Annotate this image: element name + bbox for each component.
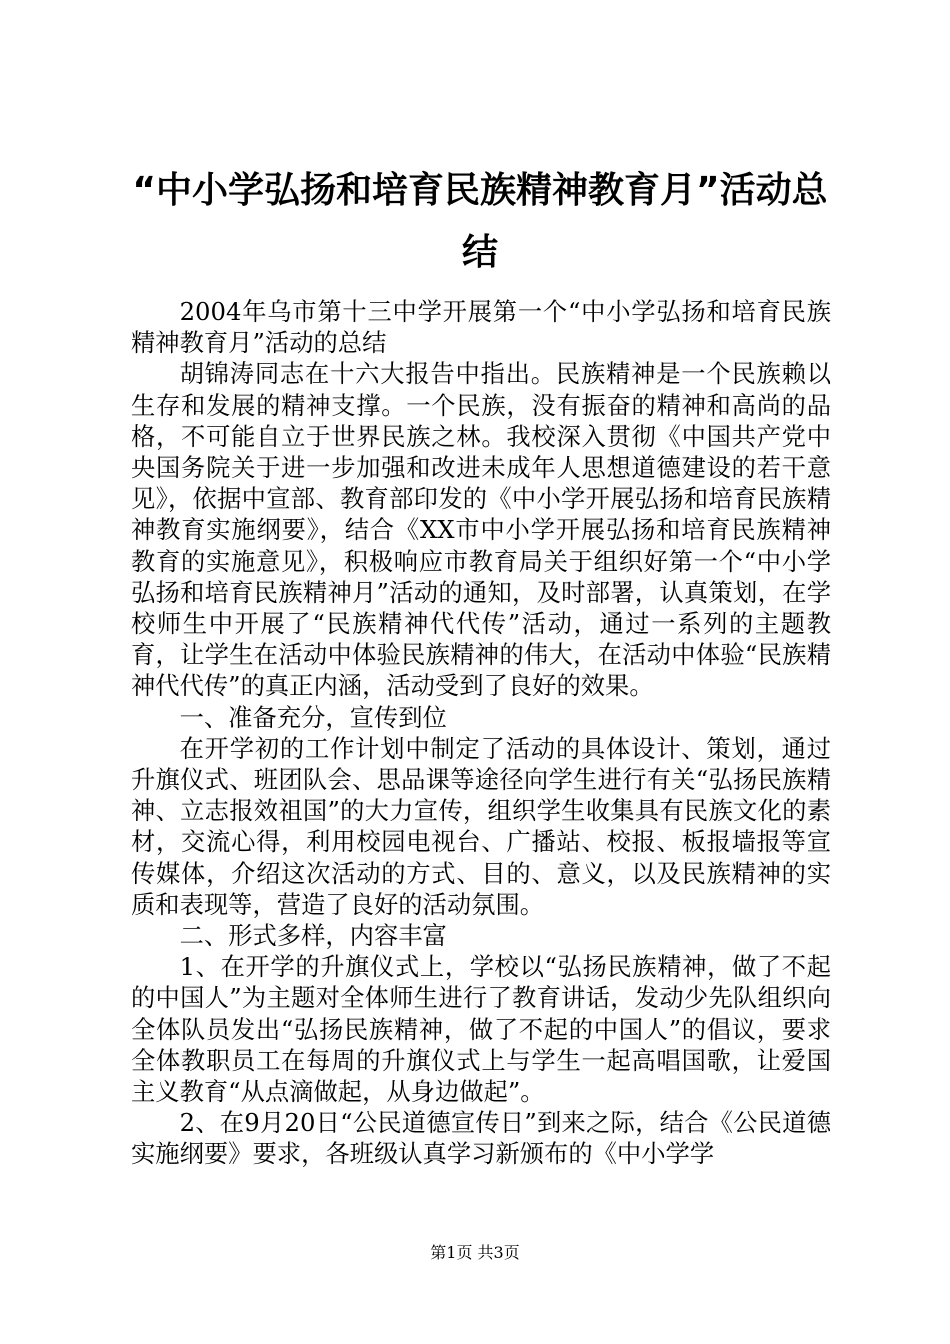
document-body (131, 296, 831, 1170)
paragraph-preparation: 在开学初的工作计划中制定了活动的具体设计、策划，通过升旗仪式、班团队会、思品课等途径向学生进行有关“弘扬民族精神、立志报效祖国”的大力宣传，组织学生收集具有民族文化的素材，交流心得，利用校园电视台、广播站、校报、板报墙报等宣传媒体，介绍这次活动的方式、目的、意义，以及民族精神的实质和表现等，营造了良好的活动氛围。 (131, 733, 831, 919)
section-heading-2: 二、形式多样，内容丰富 (179, 921, 447, 951)
paragraph-intro: 2004年乌市第十三中学开展第一个“中小学弘扬和培育民族精神教育月”活动的总结 (131, 297, 831, 358)
paragraph-item-2: 2、在9月20日“公民道德宣传日”到来之际，结合《公民道德实施纲要》要求，各班级认真学习新颁布的《中小学学 (131, 1108, 831, 1169)
paragraph-background: 胡锦涛同志在十六大报告中指出。民族精神是一个民族赖以生存和发展的精神支撑。一个民族，没有振奋的精神和高尚的品格，不可能自立于世界民族之林。我校深入贯彻《中国共产党中央国务院关于进一步加强和改进未成年人思想道德建设的若干意见》，依据中宣部、教育部印发的《中小学开展弘扬和培育民族精神教育实施纲要》，结合《XX市中小学开展弘扬和培育民族精神教育的实施意见》，积极响应市教育局关于组织好第一个“中小学弘扬和培育民族精神月”活动的通知，及时部署，认真策划，在学校师生中开展了“民族精神代代传”活动，通过一系列的主题教育，让学生在活动中体验民族精神的伟大，在活动中体验“民族精神代代传”的真正内涵，活动受到了良好的效果。 (131, 359, 831, 701)
page-footer: 第1页 共3页 (430, 1243, 520, 1262)
paragraph-item-1: 1、在开学的升旗仪式上，学校以“弘扬民族精神，做了不起的中国人”为主题对全体师生进行了教育讲话，发动少先队组织向全体队员发出“弘扬民族精神，做了不起的中国人”的倡议，要求全体教职员工在每周的升旗仪式上与学生一起高唱国歌，让爱国主义教育“从点滴做起，从身边做起”。 (131, 952, 831, 1107)
document-title: “中小学弘扬和培育民族精神教育月”活动总结 (132, 170, 828, 273)
section-heading-1: 一、准备充分，宣传到位 (179, 702, 447, 732)
